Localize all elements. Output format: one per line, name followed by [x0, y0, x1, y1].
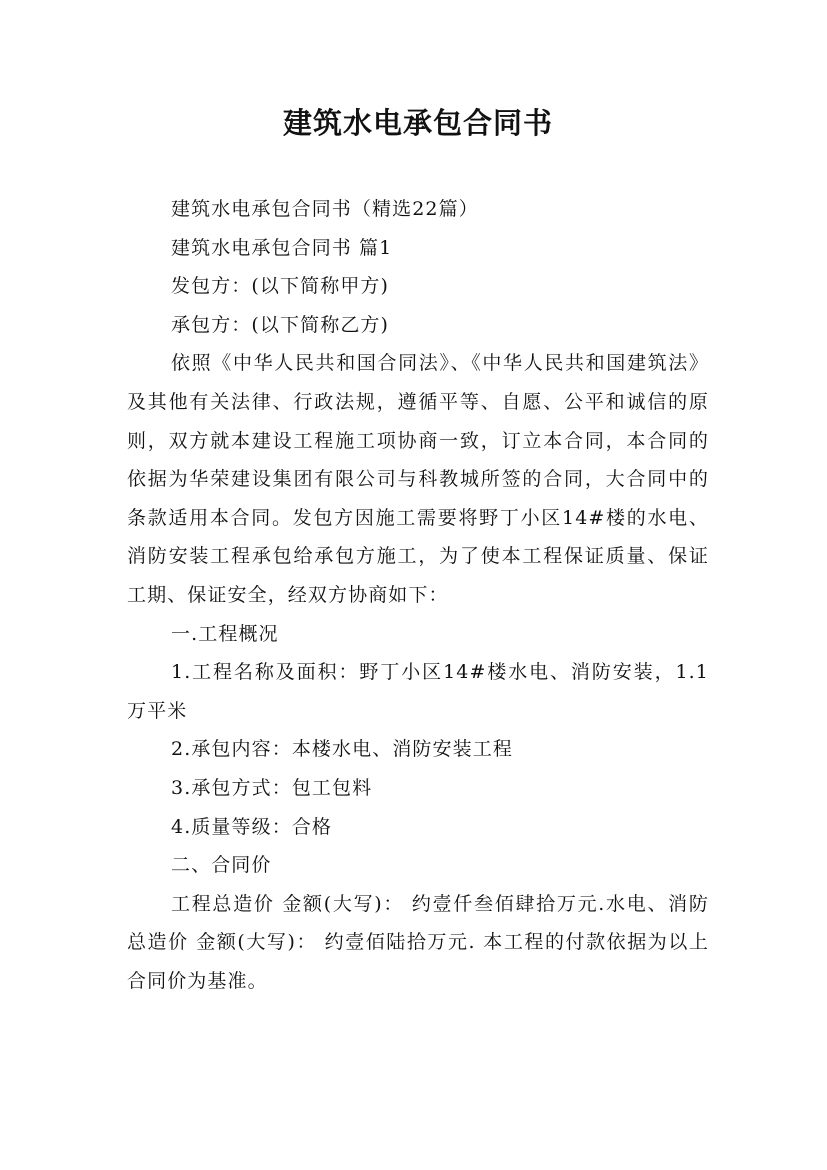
section-heading-price: 二、合同价 — [171, 854, 272, 877]
paragraph-preamble: 依照《中华人民共和国合同法》、《中华人民共和国建筑法》及其他有关法律、行政法规，遵循平等、自愿、公平和诚信的原则，双方就本建设工程施工项协商一致，订立本合同，本合同的依据为华荣建设集团有限公司与科教城所签的合同，大合同中的条款适用本合同。发包方因施工需要将野丁小区14#楼的水电、消防安装工程承包给承包方施工，为了使本工程保证质量、保证工期、保证安全，经双方协商如下： — [127, 352, 709, 606]
paragraph-quality: 4.质量等级：合格 — [171, 815, 333, 838]
paragraph-article-heading: 建筑水电承包合同书 篇1 — [171, 236, 393, 259]
paragraph-party-b: 承包方：(以下简称乙方) — [171, 313, 390, 336]
paragraph-scope: 2.承包内容：本楼水电、消防安装工程 — [171, 738, 513, 761]
document-title: 建筑水电承包合同书 — [282, 106, 553, 140]
paragraph-method: 3.承包方式：包工包料 — [171, 776, 373, 799]
document-body — [127, 190, 709, 1000]
paragraph-total-price: 工程总造价 金额(大写)： 约壹仟叁佰肆拾万元.水电、消防总造价 金额(大写)： 约壹佰陆拾万元. 本工程的付款依据为以上合同价为基准。 — [127, 892, 709, 992]
section-heading-overview: 一.工程概况 — [171, 622, 279, 645]
paragraph-party-a: 发包方：(以下简称甲方) — [171, 275, 390, 298]
paragraph-project-name: 1.工程名称及面积：野丁小区14#楼水电、消防安装，1.1万平米 — [127, 661, 709, 722]
paragraph-collection-title: 建筑水电承包合同书（精选22篇） — [171, 198, 479, 220]
